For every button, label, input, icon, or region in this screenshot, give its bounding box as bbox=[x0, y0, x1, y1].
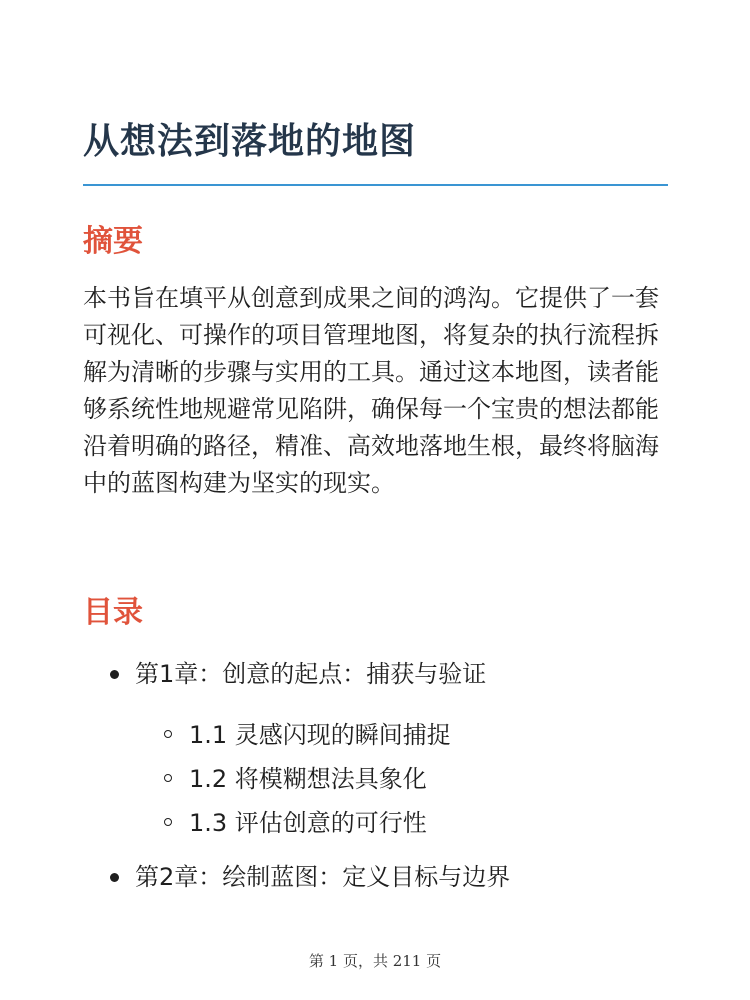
summary-heading: 摘要 bbox=[83, 224, 143, 259]
toc-section-list bbox=[135, 713, 668, 845]
toc-section-1-1[interactable] bbox=[135, 713, 668, 757]
toc-section-1-3[interactable] bbox=[135, 801, 668, 845]
bullet-ring-icon bbox=[164, 818, 172, 826]
table-of-contents bbox=[83, 654, 668, 897]
bullet-ring-icon bbox=[164, 730, 172, 738]
toc-section-1-2[interactable] bbox=[135, 757, 668, 801]
bullet-ring-icon bbox=[164, 774, 172, 782]
title-divider bbox=[83, 184, 668, 186]
page-number-footer: 第 1 页，共 211 页 bbox=[308, 952, 442, 970]
document-title: 从想法到落地的地图 bbox=[83, 121, 417, 162]
toc-chapter-label: 第1章：创意的起点：捕获与验证 bbox=[135, 660, 487, 688]
toc-section-label: 1.1 灵感闪现的瞬间捕捉 bbox=[189, 721, 451, 749]
toc-chapter-1[interactable] bbox=[83, 654, 668, 845]
toc-section-label: 1.2 将模糊想法具象化 bbox=[189, 765, 427, 793]
abstract-text: 本书旨在填平从创意到成果之间的鸿沟。它提供了一套可视化、可操作的项目管理地图，将复杂的执行流程拆解为清晰的步骤与实用的工具。通过这本地图，读者能够系统性地规避常见陷阱，确保每一个宝贵的想法都能沿着明确的路径，精准、高效地落地生根，最终将脑海中的蓝图构建为坚实的现实。 bbox=[83, 284, 659, 497]
bullet-dot-icon bbox=[110, 670, 119, 679]
toc-heading: 目录 bbox=[83, 595, 143, 630]
bullet-dot-icon bbox=[110, 873, 119, 882]
toc-chapter-label: 第2章：绘制蓝图：定义目标与边界 bbox=[135, 863, 511, 891]
toc-chapter-2[interactable] bbox=[83, 857, 668, 897]
toc-section-label: 1.3 评估创意的可行性 bbox=[189, 809, 427, 837]
